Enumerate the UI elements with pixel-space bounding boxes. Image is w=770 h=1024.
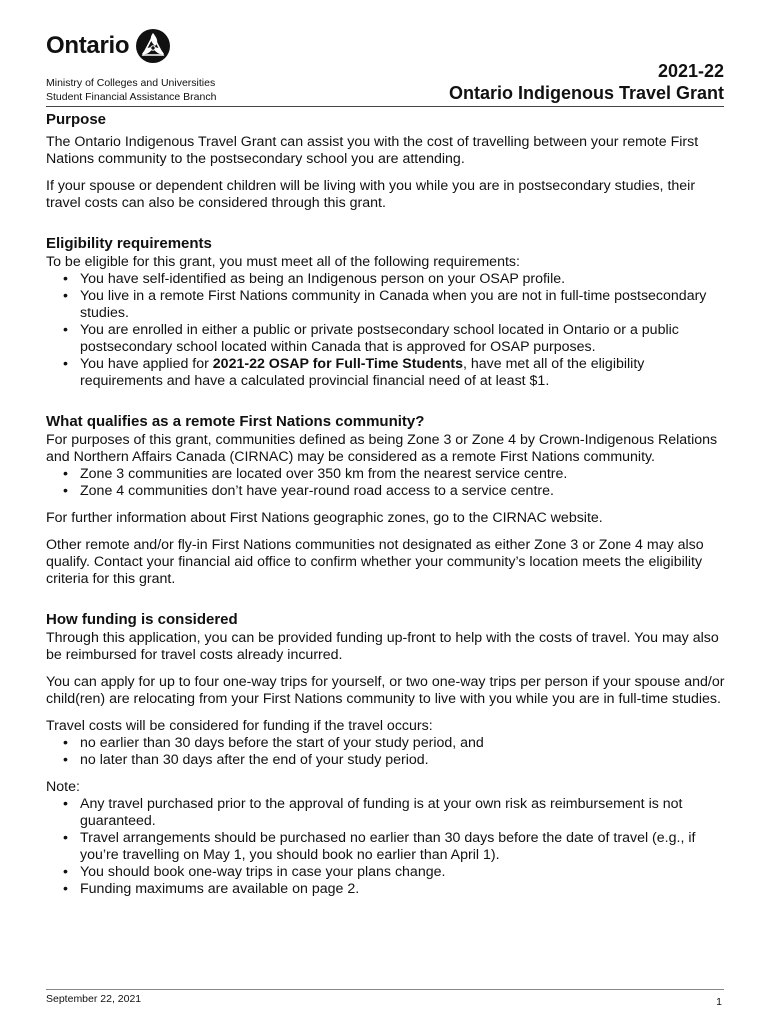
trillium-icon xyxy=(135,28,171,64)
osap-application-name: 2021-22 OSAP for Full-Time Students xyxy=(212,356,463,372)
remote-paragraph-3: Other remote and/or fly-in First Nations communities not designated as either Zone 3 or Zone 4 may also qualify. Contact your financial aid office to confirm whether your community’s location meets the eligibility criteria for this grant. xyxy=(46,537,704,587)
ontario-logo xyxy=(46,28,171,64)
purpose-heading: Purpose xyxy=(46,111,107,128)
program-year: 2021-22 xyxy=(657,61,724,81)
header-divider xyxy=(46,106,724,107)
eligibility-heading: Eligibility requirements xyxy=(46,235,212,252)
list-item: • You live in a remote First Nations community in Canada when you are not in full-time postsecondary studies. xyxy=(46,288,726,322)
ministry-info xyxy=(46,76,216,104)
document-title-block xyxy=(449,60,724,104)
footer-date: September 22, 2021 xyxy=(46,993,142,1005)
list-item: • Funding maximums are available on page 2. xyxy=(46,881,726,898)
document-body xyxy=(46,110,726,898)
list-item: • Travel arrangements should be purchased no earlier than 30 days before the date of travel (e.g., if you’re travelling on May 1, you should book no earlier than April 1). xyxy=(46,830,726,864)
list-item: • You should book one-way trips in case your plans change. xyxy=(46,864,726,881)
purpose-paragraph-2: If your spouse or dependent children will be living with you while you are in postsecondary studies, their travel costs can also be considered through this grant. xyxy=(46,178,696,211)
branch-name: Student Financial Assistance Branch xyxy=(46,91,217,103)
footer-divider xyxy=(46,989,724,990)
list-item: • no earlier than 30 days before the start of your study period, and xyxy=(46,735,726,752)
purpose-paragraph-1: The Ontario Indigenous Travel Grant can assist you with the cost of travelling between your remote First Nations community to the postsecondary school you are attending. xyxy=(46,134,699,167)
page-number: 1 xyxy=(716,996,722,1008)
eligibility-list xyxy=(46,271,726,390)
list-item: • Any travel purchased prior to the approval of funding is at your own risk as reimbursement is not guaranteed. xyxy=(46,796,726,830)
list-item: • Zone 3 communities are located over 350 km from the nearest service centre. xyxy=(46,466,726,483)
list-item: • no later than 30 days after the end of your study period. xyxy=(46,752,726,769)
item-text: You have applied for xyxy=(80,356,213,372)
list-item xyxy=(46,356,726,390)
item-text: , have met all of the eligibility requirements and have a calculated provincial financial need of at least $1. xyxy=(80,356,645,389)
list-item: • You have self-identified as being an Indigenous person on your OSAP profile. xyxy=(46,271,726,288)
list-item: • Zone 4 communities don’t have year-round road access to a service centre. xyxy=(46,483,726,500)
list-item: • You are enrolled in either a public or private postsecondary school located in Ontario or a public postsecondary school located within Canada that is approved for OSAP purposes. xyxy=(46,322,726,356)
travel-timing-list xyxy=(46,735,726,769)
funding-paragraph-3: Travel costs will be considered for funding if the travel occurs: xyxy=(46,718,433,734)
funding-paragraph-1: Through this application, you can be provided funding up-front to help with the costs of travel. You may also be reimbursed for travel costs already incurred. xyxy=(46,630,719,663)
funding-paragraph-2: You can apply for up to four one-way trips for yourself, or two one-way trips per person if your spouse and/or child(ren) are relocating from your First Nations community to live with you while you are in full-time studies. xyxy=(46,674,725,707)
note-label: Note: xyxy=(46,779,80,795)
note-list xyxy=(46,796,726,898)
remote-community-heading: What qualifies as a remote First Nations community? xyxy=(46,413,425,430)
eligibility-intro: To be eligible for this grant, you must meet all of the following requirements: xyxy=(46,254,520,270)
remote-paragraph-1: For purposes of this grant, communities defined as being Zone 3 or Zone 4 by Crown-Indigenous Relations and Northern Affairs Canada (CIRNAC) may be considered as a remote First Nations community. xyxy=(46,432,718,465)
funding-heading: How funding is considered xyxy=(46,611,238,628)
zone-list xyxy=(46,466,726,500)
document-title: Ontario Indigenous Travel Grant xyxy=(448,83,724,103)
logo-wordmark: Ontario xyxy=(46,32,130,59)
ministry-name: Ministry of Colleges and Universities xyxy=(46,77,216,89)
cirnac-info-paragraph: For further information about First Nations geographic zones, go to the CIRNAC website. xyxy=(46,510,603,526)
